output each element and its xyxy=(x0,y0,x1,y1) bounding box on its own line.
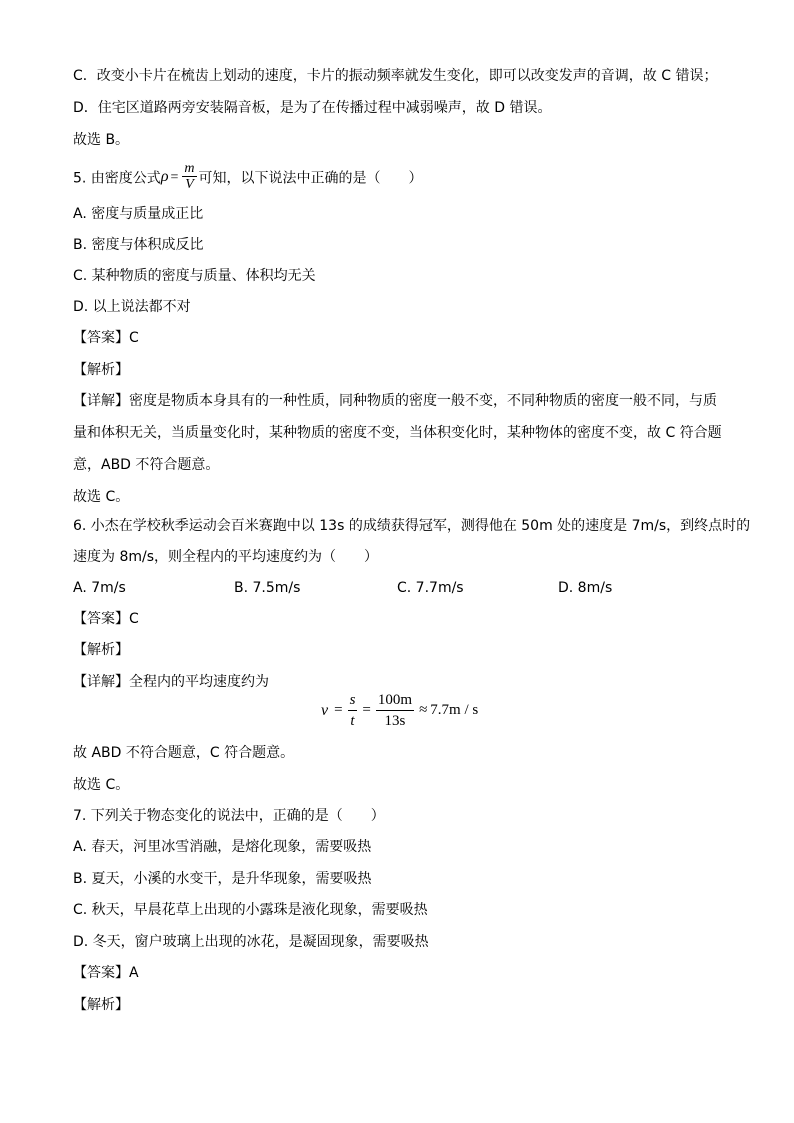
q7-option-d: D. 冬天，窗户玻璃上出现的冰花，是凝固现象，需要吸热 xyxy=(73,934,429,950)
q6-answer: 【答案】C xyxy=(73,611,139,627)
q7-option-b: B. 夏天，小溪的水变干，是升华现象，需要吸热 xyxy=(73,871,372,887)
numeric-fraction xyxy=(376,690,414,731)
q7-stem: 7. 下列关于物态变化的说法中，正确的是（ ） xyxy=(73,808,385,824)
q5-analysis-label: 【解析】 xyxy=(73,362,129,378)
fraction-denominator: V xyxy=(185,177,194,192)
q6-option-c: C. 7.7m/s xyxy=(397,580,464,596)
time-symbol: t xyxy=(350,713,355,729)
distance-over-time-fraction xyxy=(348,690,358,731)
q6-conclusion: 故选 C。 xyxy=(73,777,130,793)
q5-stem-suffix: 可知，以下说法中正确的是（ ） xyxy=(198,170,423,187)
equals-sign-2: = xyxy=(362,702,371,718)
q6-note: 故 ABD 不符合题意，C 符合题意。 xyxy=(73,745,295,761)
time-value: 13s xyxy=(384,713,406,729)
q5-detail-line-1: 【详解】密度是物质本身具有的一种性质，同种物质的密度一般不变，不同种物质的密度一般不同，与质 xyxy=(73,393,717,409)
speed-result: 7.7m / s xyxy=(430,702,479,718)
q7-analysis-label: 【解析】 xyxy=(73,997,129,1013)
distance-value: 100m xyxy=(376,690,414,711)
q6-option-d: D. 8m/s xyxy=(558,580,613,596)
fraction-numerator: m xyxy=(184,161,195,176)
q5-stem xyxy=(73,163,423,195)
q5-option-c: C. 某种物质的密度与质量、体积均无关 xyxy=(73,268,316,284)
density-symbol: ρ xyxy=(160,167,169,185)
q7-option-a: A. 春天，河里冰雪消融，是熔化现象，需要吸热 xyxy=(73,839,372,855)
distance-symbol: s xyxy=(348,690,358,711)
equals-sign-1: = xyxy=(334,702,343,718)
q6-detail: 【详解】全程内的平均速度约为 xyxy=(73,674,269,690)
q6-option-b: B. 7.5m/s xyxy=(234,580,301,596)
q6-option-a: A. 7m/s xyxy=(73,580,126,596)
q4-option-d-explanation: D．住宅区道路两旁安装隔音板，是为了在传播过程中减弱噪声，故 D 错误。 xyxy=(73,100,552,116)
q7-answer: 【答案】A xyxy=(73,965,139,981)
q7-option-c: C. 秋天，早晨花草上出现的小露珠是液化现象，需要吸热 xyxy=(73,902,428,918)
q6-stem-line-2: 速度为 8m/s，则全程内的平均速度约为（ ） xyxy=(73,549,379,565)
q5-detail-line-2: 量和体积无关，当质量变化时，某种物质的密度不变，当体积变化时，某种物体的密度不变，故 C 符合题 xyxy=(73,425,722,441)
q5-option-b: B. 密度与体积成反比 xyxy=(73,237,204,253)
q4-option-c-explanation: C．改变小卡片在梳齿上划动的速度，卡片的振动频率就发生变化，即可以改变发声的音调，故 C 错误； xyxy=(73,68,718,84)
q5-option-d: D. 以上说法都不对 xyxy=(73,299,191,315)
q6-stem-line-1: 6. 小杰在学校秋季运动会百米赛跑中以 13s 的成绩获得冠军，测得他在 50m 处的速度是 7m/s，到终点时的 xyxy=(73,518,751,534)
q5-answer: 【答案】C xyxy=(73,330,139,346)
q6-analysis-label: 【解析】 xyxy=(73,642,129,658)
mass-over-volume-fraction xyxy=(182,161,196,192)
average-speed-formula xyxy=(318,690,478,731)
q5-conclusion: 故选 C。 xyxy=(73,489,130,505)
q5-option-a: A. 密度与质量成正比 xyxy=(73,206,204,222)
velocity-symbol: v xyxy=(321,701,329,719)
density-formula xyxy=(160,161,199,192)
formula-equals: = xyxy=(170,169,179,185)
q5-stem-prefix: 5. 由密度公式 xyxy=(73,170,161,187)
q5-detail-line-3: 意，ABD 不符合题意。 xyxy=(73,457,220,473)
q4-conclusion: 故选 B。 xyxy=(73,132,130,148)
approx-sign: ≈ xyxy=(419,702,428,718)
